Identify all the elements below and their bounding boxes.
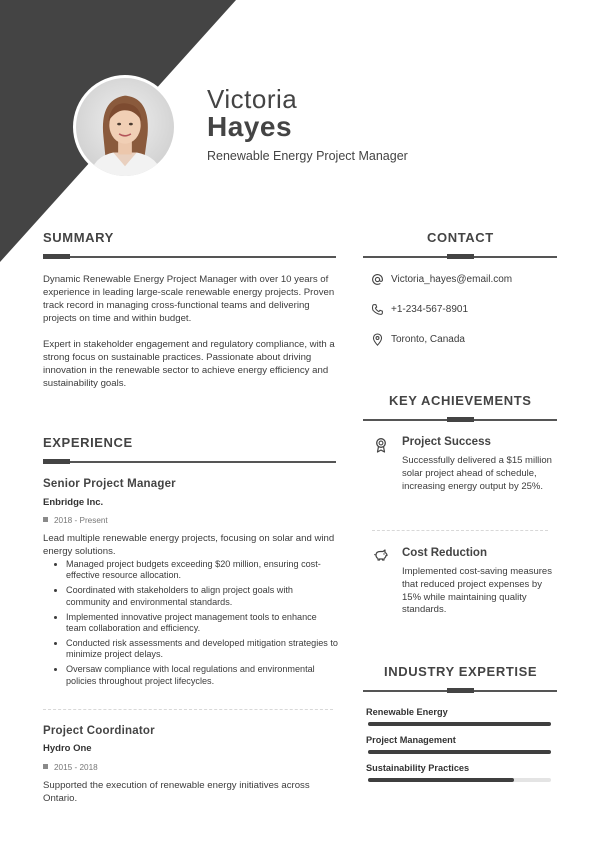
summary-paragraph-2: Expert in stakeholder engagement and regulatory compliance, with a strong focus on sustainable practices. Passionate about driving innovation in the renewable sector to achieve energy efficiency and sustainability goals. [43,339,335,389]
skill-bar-1 [368,722,551,726]
job-bullet: • Managed project budgets exceeding $20 million, ensuring cost-effective resource allocation. [66,559,338,582]
contact-phone-row [371,303,468,316]
job-bullet: • Implemented innovative project management tools to enhance team collaboration and efficiency. [66,612,338,635]
skill-bar-2 [368,750,551,754]
last-name: Hayes [207,111,293,142]
job-dates-1-text: 2018 - Present [54,516,108,525]
job-role-2: Project Coordinator [43,725,155,737]
job-company-1: Enbridge Inc. [43,497,104,508]
skill-bar-fill [368,750,551,754]
summary-paragraph-1: Dynamic Renewable Energy Project Manager with over 10 years of experience in leading large-scale renewable energy projects. Proven track record in managing cross-functional teams and delivering projects on time and within budget. [43,274,335,324]
piggy-bank-icon [373,547,389,563]
job-company-2: Hydro One [43,743,92,754]
summary-rule [43,256,336,258]
job-title: Renewable Energy Project Manager [207,149,408,163]
experience-rule-marker [43,459,70,464]
first-name: Victoria [207,84,298,114]
job-dates-1 [43,516,108,525]
summary-rule-marker [43,254,70,259]
job-description-2: Supported the execution of renewable energy initiatives across Ontario. [43,780,310,804]
job-dates-2 [43,763,98,772]
contact-location-row [371,333,465,346]
location-pin-icon [371,333,384,346]
skill-label-3: Sustainability Practices [366,763,470,773]
skill-bar-3 [368,778,551,782]
job-description-1: Lead multiple renewable energy projects, focusing on solar and wind energy solutions. [43,533,335,557]
expertise-rule-marker [447,688,474,693]
achievement-divider [372,530,548,532]
contact-rule-marker [447,254,474,259]
contact-heading: CONTACT [427,230,494,245]
achievements-rule-marker [447,417,474,422]
skill-bar-fill [368,722,551,726]
achievement-text-2: Implemented cost-saving measures that reduced project expenses by 15% while maintaining quality standards. [402,566,552,616]
achievements-heading: KEY ACHIEVEMENTS [389,393,532,408]
job-role-1: Senior Project Manager [43,478,176,490]
contact-email[interactable]: Victoria_hayes@email.com [391,274,513,285]
job-bullet: • Conducted risk assessments and developed mitigation strategies to minimize project delays. [66,638,338,661]
phone-icon [371,303,384,316]
profile-photo-illustration [76,78,174,176]
contact-location: Toronto, Canada [391,334,465,345]
at-sign-icon [371,273,384,286]
contact-phone[interactable]: +1-234-567-8901 [391,304,469,315]
job-bullet: • Coordinated with stakeholders to align project goals with community and environmental standards. [66,585,338,608]
job-divider [43,709,333,711]
experience-heading: EXPERIENCE [43,435,133,450]
date-square-icon [43,764,48,769]
profile-photo [76,78,174,176]
award-medal-icon [373,437,389,453]
summary-heading: SUMMARY [43,230,114,245]
experience-rule [43,461,336,463]
skill-label-2: Project Management [366,735,456,745]
job-dates-2-text: 2015 - 2018 [54,763,98,772]
job-bullet: • Oversaw compliance with local regulations and environmental policies throughout project lifecycles. [66,664,338,687]
job-bullets-1 [44,559,338,691]
expertise-heading: INDUSTRY EXPERTISE [384,664,538,679]
achievement-text-1: Successfully delivered a $15 million solar project ahead of schedule, increasing energy output by 25%. [402,455,552,492]
skill-bar-fill [368,778,514,782]
achievement-title-1: Project Success [402,436,491,448]
contact-email-row [371,273,512,286]
date-square-icon [43,517,48,522]
skill-label-1: Renewable Energy [366,707,448,717]
achievement-title-2: Cost Reduction [402,547,487,559]
